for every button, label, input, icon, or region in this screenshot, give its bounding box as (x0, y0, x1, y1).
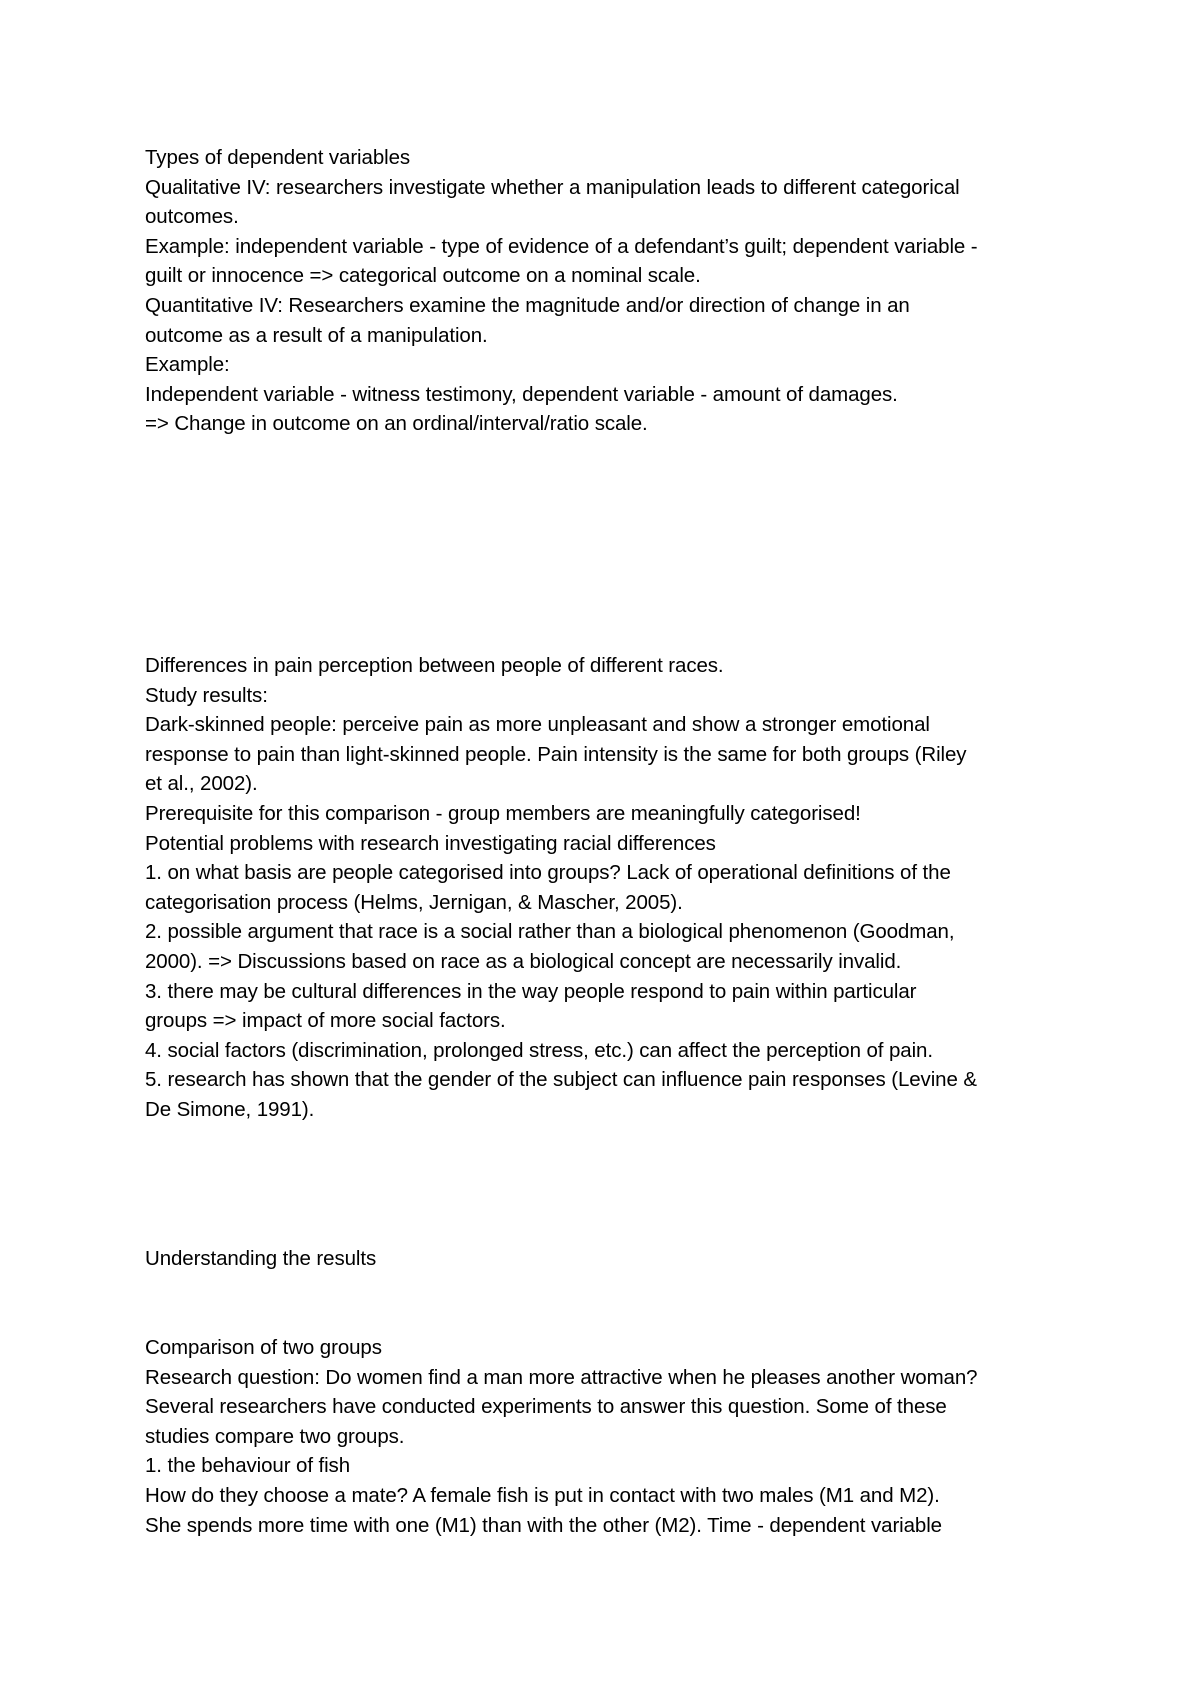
text-line: guilt or innocence => categorical outcome on a nominal scale. (145, 264, 701, 288)
text-line: How do they choose a mate? A female fish is put in contact with two males (M1 and M2). (145, 1483, 940, 1507)
section-pain-perception (145, 651, 1085, 1125)
list-item-text: categorisation process (Helms, Jernigan, & Mascher, 2005). (145, 890, 683, 914)
text-line: She spends more time with one (M1) than with the other (M2). Time - dependent variable (145, 1513, 942, 1537)
text-line: Independent variable - witness testimony, dependent variable - amount of damages. (145, 382, 898, 406)
text-line: Prerequisite for this comparison - group members are meaningfully categorised! (145, 801, 861, 825)
text-line: => Change in outcome on an ordinal/interval/ratio scale. (145, 412, 648, 436)
list-item-text: 2. possible argument that race is a social rather than a biological phenomenon (Goodman, (145, 920, 955, 944)
list-item-text: 1. on what basis are people categorised into groups? Lack of operational definitions of the (145, 861, 951, 885)
section-heading: Differences in pain perception between people of different races. (145, 654, 724, 677)
list-item-text: 1. the behaviour of fish (145, 1454, 351, 1478)
text-line: Example: independent variable - type of evidence of a defendant’s guilt; dependent variable - (145, 234, 978, 258)
section-heading: Types of dependent variables (145, 146, 411, 169)
text-line: studies compare two groups. (145, 1424, 405, 1448)
text-line: Study results: (145, 683, 268, 707)
section-dependent-variable-types (145, 143, 1085, 439)
text-line: outcomes. (145, 205, 239, 229)
list-item-text: 2000). => Discussions based on race as a biological concept are necessarily invalid. (145, 949, 902, 973)
section-understanding-results (145, 1244, 1085, 1274)
list-item-text: De Simone, 1991). (145, 1097, 315, 1121)
text-line: outcome as a result of a manipulation. (145, 323, 488, 347)
section-heading: Comparison of two groups (145, 1336, 382, 1359)
section-heading: Understanding the results (145, 1247, 377, 1270)
list-item-text: 4. social factors (discrimination, prolonged stress, etc.) can affect the perception of pain. (145, 1038, 933, 1062)
text-line: Several researchers have conducted experiments to answer this question. Some of these (145, 1395, 947, 1419)
text-line: response to pain than light-skinned people. Pain intensity is the same for both groups (Riley (145, 742, 967, 766)
list-item-text: 3. there may be cultural differences in the way people respond to pain within particular (145, 979, 917, 1003)
text-line: et al., 2002). (145, 772, 258, 796)
list-item-text: groups => impact of more social factors. (145, 1009, 506, 1033)
section-comparison-two-groups (145, 1333, 1085, 1540)
text-line: Dark-skinned people: perceive pain as more unpleasant and show a stronger emotional (145, 713, 930, 737)
text-line: Quantitative IV: Researchers examine the magnitude and/or direction of change in an (145, 293, 910, 317)
text-line: Qualitative IV: researchers investigate whether a manipulation leads to different categorical (145, 175, 960, 199)
list-item-text: 5. research has shown that the gender of the subject can influence pain responses (Levine & (145, 1068, 977, 1092)
text-line: Example: (145, 353, 230, 377)
text-line: Research question: Do women find a man more attractive when he pleases another woman? (145, 1365, 978, 1389)
text-line: Potential problems with research investigating racial differences (145, 831, 716, 855)
